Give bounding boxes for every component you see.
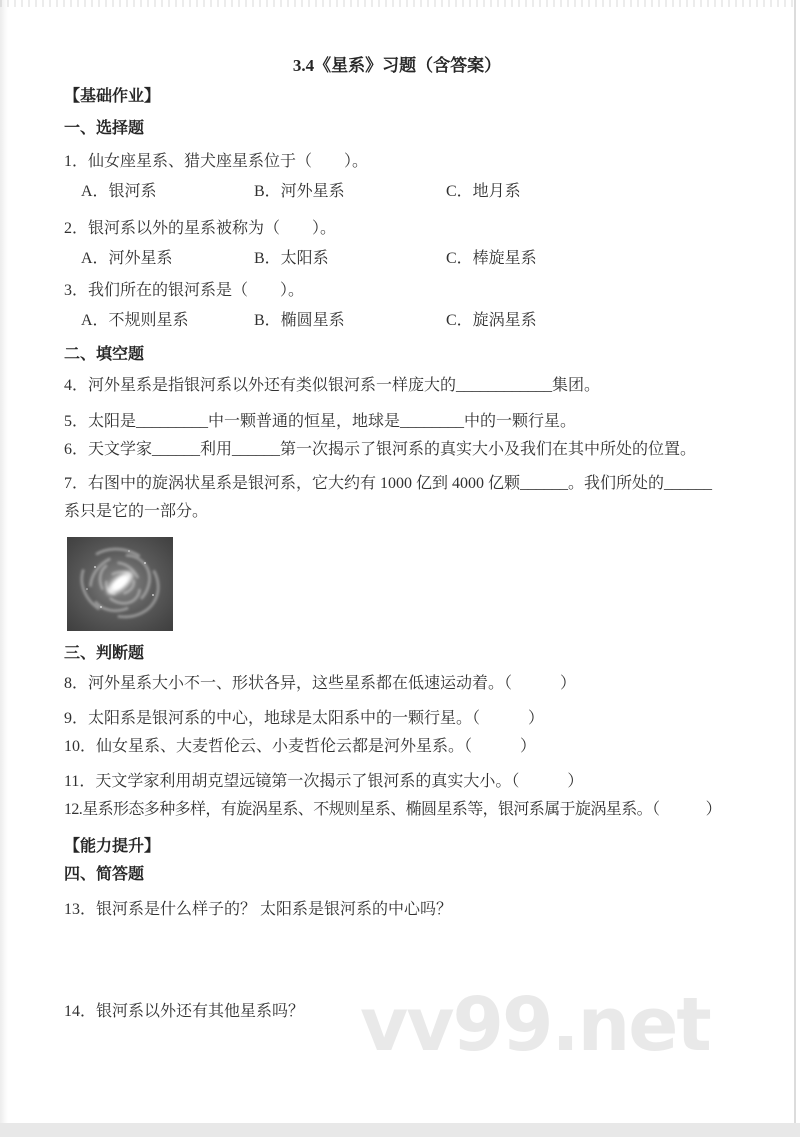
question-3-option-b: B．椭圆星系: [254, 312, 345, 329]
question-12: 12.星系形态多种多样，有旋涡星系、不规则星系、椭圆星系等，银河系属于旋涡星系。（ ）: [64, 801, 722, 818]
question-6: 6．天文学家______利用______第一次揭示了银河系的真实大小及我们在其中所处的位置。: [64, 441, 697, 458]
question-7-line2: 系只是它的一部分。: [64, 503, 209, 520]
viewer-bottom-strip: [0, 1123, 800, 1137]
site-watermark: vv99.net: [360, 982, 710, 1068]
page-right-border: [794, 0, 796, 1123]
question-8: 8．河外星系大小不一、形状各异，这些星系都在低速运动着。（ ）: [64, 675, 577, 692]
question-3: 3．我们所在的银河系是（ ）。: [64, 282, 305, 299]
section-choice-header: 一、选择题: [64, 120, 145, 137]
section-basic-header: 【基础作业】: [64, 88, 161, 105]
question-3-option-c: C．旋涡星系: [446, 312, 537, 329]
question-13: 13．银河系是什么样子的？ 太阳系是银河系的中心吗？: [64, 901, 453, 918]
section-short-header: 四、简答题: [64, 866, 145, 883]
question-10: 10．仙女星系、大麦哲伦云、小麦哲伦云都是河外星系。（ ）: [64, 738, 537, 755]
section-ability-header: 【能力提升】: [64, 838, 161, 855]
question-1-option-a: A．银河系: [81, 183, 157, 200]
spiral-galaxy-image: [67, 537, 173, 631]
question-3-option-a: A．不规则星系: [81, 312, 189, 329]
question-7-line1: 7．右图中的旋涡状星系是银河系，它大约有 1000 亿到 4000 亿颗______。我们所处的______: [64, 475, 713, 492]
question-2-option-c: C．棒旋星系: [446, 250, 537, 267]
question-11: 11．天文学家利用胡克望远镜第一次揭示了银河系的真实大小。（ ）: [64, 773, 584, 790]
question-14: 14．银河系以外还有其他星系吗？: [64, 1003, 305, 1020]
page-title: 3.4《星系》习题（含答案）: [292, 56, 502, 75]
question-1: 1．仙女座星系、猎犬座星系位于（ ）。: [64, 153, 369, 170]
section-judge-header: 三、判断题: [64, 645, 145, 662]
page-top-edge: [0, 0, 794, 7]
question-1-option-b: B．河外星系: [254, 183, 345, 200]
question-2-option-a: A．河外星系: [81, 250, 173, 267]
page-left-shadow: [0, 0, 8, 1123]
question-5: 5．太阳是_________中一颗普通的恒星，地球是________中的一颗行星。: [64, 413, 577, 430]
question-2: 2．银河系以外的星系被称为（ ）。: [64, 220, 337, 237]
question-2-option-b: B．太阳系: [254, 250, 329, 267]
question-4: 4．河外星系是指银河系以外还有类似银河系一样庞大的____________集团。: [64, 377, 601, 394]
question-1-option-c: C．地月系: [446, 183, 521, 200]
section-fill-header: 二、填空题: [64, 346, 145, 363]
question-9: 9．太阳系是银河系的中心，地球是太阳系中的一颗行星。（ ）: [64, 710, 545, 727]
